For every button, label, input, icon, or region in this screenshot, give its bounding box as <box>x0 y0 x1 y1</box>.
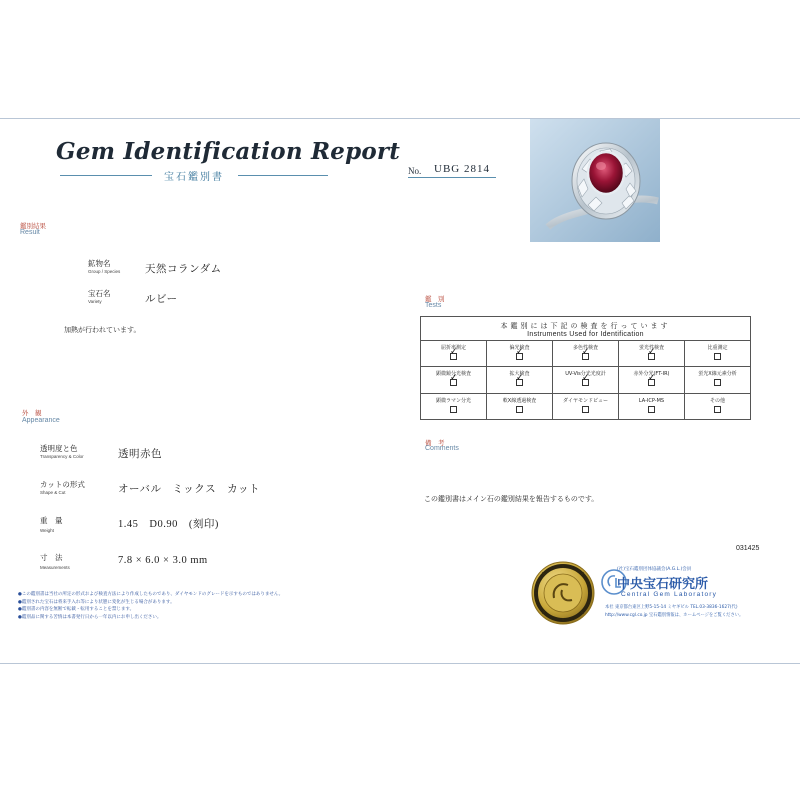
instrument-cell <box>619 393 685 419</box>
lab-address-line: 本社 東京都台東区上野5-15-14 ミヤギビル TEL.03-3836-1627(代) <box>605 605 738 610</box>
remarks-section-label-jp: 備 考 <box>425 439 445 447</box>
instrument-name: 偏光検査 <box>509 345 530 352</box>
instrument-checkbox <box>582 406 589 413</box>
instrument-name: 軟X線透過検査 <box>502 397 537 404</box>
color-label-en: Transparency & Color <box>40 454 84 459</box>
gold-seal <box>530 560 596 626</box>
gem-photo <box>530 119 660 242</box>
variety-value: ルビー <box>145 293 178 305</box>
footer-note: ●この鑑別書は当社の所定の形式および検査方法により作成したものであり、ダイヤモンドのグレードを示すものではありません。 <box>18 592 284 597</box>
result-section-label-jp: 鑑別結果 <box>20 222 46 230</box>
instrument-checkbox <box>648 379 655 386</box>
appearance-section-label-jp: 外 観 <box>22 409 42 417</box>
species-value: 天然コランダム <box>145 263 222 275</box>
ring-image <box>530 119 660 242</box>
lab-association: (社)宝石鑑別団体協議会(A.G.L.)会員 <box>617 567 692 572</box>
lab-address-line: http://www.cgl.co.jp 宝石鑑別情報は、ホームページをご覧ください。 <box>605 613 744 618</box>
report-number-rule <box>408 177 496 178</box>
appearance-section-label-en: Appearance <box>22 417 60 424</box>
measurements-label-en: Measurements <box>40 565 70 570</box>
species-label-jp: 鉱物名 <box>88 259 111 268</box>
instrument-name: 拡大検査 <box>509 371 530 378</box>
instrument-cell <box>685 367 751 393</box>
instrument-checkbox <box>450 353 457 360</box>
instrument-checkbox <box>516 379 523 386</box>
measurements-label-jp: 寸 法 <box>40 553 63 562</box>
lab-address <box>605 604 743 620</box>
cut-label-en: Shape & Cut <box>40 490 66 495</box>
footer-notes <box>18 591 283 621</box>
instrument-checkbox <box>450 379 457 386</box>
report-title: Gem Identification Report <box>56 138 401 165</box>
instrument-cell <box>487 367 553 393</box>
instrument-cell <box>619 367 685 393</box>
certificate-code: 031425 <box>736 545 760 552</box>
instrument-checkbox <box>714 379 721 386</box>
lab-name-jp: 中央宝石研究所 <box>617 577 709 592</box>
instrument-name: ダイヤモンドビュー <box>563 397 608 404</box>
instruments-table <box>420 316 751 420</box>
instrument-name: 比重測定 <box>707 345 728 352</box>
instrument-cell <box>487 341 553 367</box>
instruments-row <box>421 341 751 367</box>
instrument-cell <box>553 393 619 419</box>
instrument-name: 赤外分光(FT-IR) <box>633 371 670 378</box>
instruments-title-en: Instruments Used for Identification <box>527 330 644 338</box>
color-label-jp: 透明度と色 <box>40 444 78 453</box>
instrument-checkbox <box>582 379 589 386</box>
footer-note: ●鑑別品に関する苦情は本書発行日から一年以内にお申し出ください。 <box>18 614 162 620</box>
instrument-checkbox <box>648 353 655 360</box>
instrument-cell <box>421 367 487 393</box>
instrument-cell <box>487 393 553 419</box>
instrument-name: 顕微鏡分光検査 <box>435 371 471 378</box>
color-value: 透明赤色 <box>118 448 162 460</box>
instrument-checkbox <box>714 353 721 360</box>
report-number-label: No. <box>408 166 422 176</box>
instrument-cell <box>685 341 751 367</box>
tests-section-label-jp: 鑑 別 <box>425 295 445 303</box>
instrument-checkbox <box>582 353 589 360</box>
instrument-cell <box>619 341 685 367</box>
cut-label-jp: カットの形式 <box>40 480 85 489</box>
instrument-name: 蛍光X線元素分析 <box>698 371 737 378</box>
instrument-name: その他 <box>709 397 725 404</box>
seal-emblem <box>530 560 596 626</box>
tests-section-label-en: Tests <box>425 302 442 309</box>
footer-note: ●鑑別された宝石は将来手入れ等により状態に変化が生じる場合があります。 <box>18 599 175 605</box>
instrument-checkbox <box>450 406 457 413</box>
footer-note: ●鑑別書の内容を無断で転載・転用することを禁じます。 <box>18 607 135 612</box>
subtitle-rule-right <box>238 175 328 176</box>
lab-name-en: Central Gem Laboratory <box>621 591 718 598</box>
instrument-checkbox <box>714 406 721 413</box>
weight-value: 1.45 D0.90 (刻印) <box>118 519 219 530</box>
instrument-cell <box>421 393 487 419</box>
species-label-en: Group / Species <box>88 269 121 274</box>
instruments-row <box>421 367 751 393</box>
instrument-cell <box>553 341 619 367</box>
remarks-note: この鑑別書はメイン石の鑑別結果を報告するものです。 <box>424 495 599 503</box>
instrument-name: 顕微ラマン分光 <box>435 397 471 404</box>
instrument-checkbox <box>516 353 523 360</box>
instrument-name: 多色性検査 <box>572 345 598 352</box>
instrument-checkbox <box>648 406 655 413</box>
report-subtitle: 宝石鑑別書 <box>164 172 224 183</box>
remarks-section-label-en: Comments <box>425 445 459 452</box>
instrument-cell <box>685 393 751 419</box>
instruments-row <box>421 393 751 419</box>
instrument-name: UV-Vis分光光度計 <box>565 371 606 378</box>
instruments-title-jp: 本鑑別には下記の検査を行っています <box>500 321 671 330</box>
treatment-note: 加熱が行われています。 <box>64 326 141 334</box>
instrument-name: LA-ICP-MS <box>638 397 665 404</box>
instrument-checkbox <box>516 406 523 413</box>
weight-label-jp: 重 量 <box>40 516 63 525</box>
instrument-name: 蛍光性検査 <box>638 345 664 352</box>
report-subtitle-group <box>60 168 328 182</box>
instrument-cell <box>421 341 487 367</box>
instrument-cell <box>553 367 619 393</box>
variety-label-en: Variety <box>88 299 102 304</box>
result-section-label-en: Result <box>20 229 40 236</box>
instrument-name: 屈折率測定 <box>440 345 466 352</box>
weight-label-en: Weight <box>40 528 54 533</box>
cut-value: オーバル ミックス カット <box>118 483 261 495</box>
measurements-value: 7.8 × 6.0 × 3.0 mm <box>118 555 208 566</box>
variety-label-jp: 宝石名 <box>88 289 111 298</box>
report-number-value: UBG 2814 <box>434 163 490 175</box>
instruments-table-header <box>421 317 751 341</box>
